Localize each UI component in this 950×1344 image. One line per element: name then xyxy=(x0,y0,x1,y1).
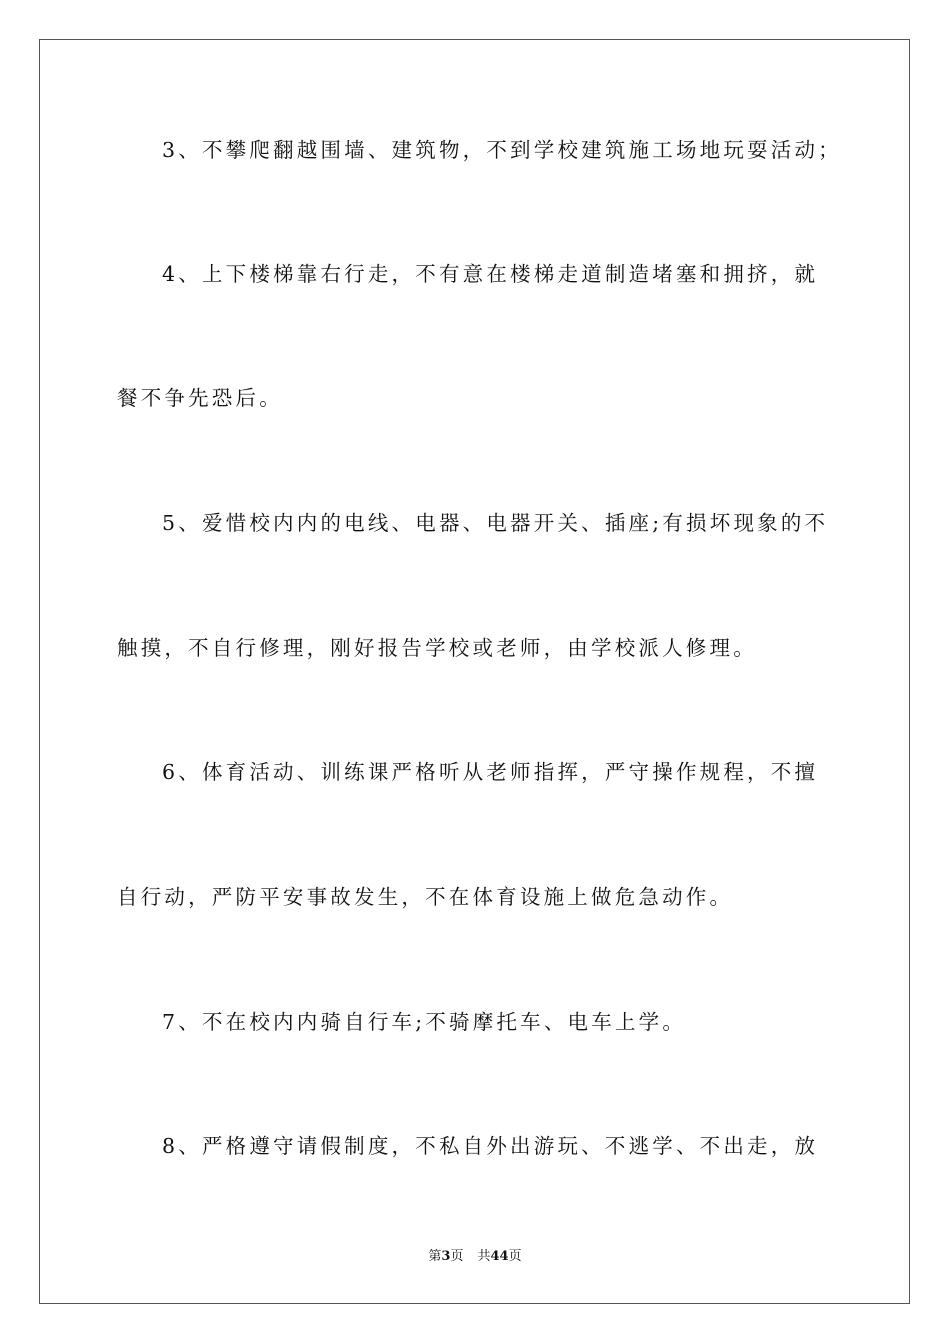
footer-page-suffix: 页 xyxy=(450,1249,464,1264)
paragraph-5-line-1: 5、爱惜校内内的电线、电器、电器开关、插座;有损坏现象的不 xyxy=(162,511,829,535)
paragraph-4-line-1: 4、上下楼梯靠右行走，不有意在楼梯走道制造堵塞和拥挤，就 xyxy=(162,262,819,286)
footer-page-number: 3 xyxy=(441,1249,451,1264)
paragraph-3-line-1: 3、不攀爬翻越围墙、建筑物，不到学校建筑施工场地玩耍活动； xyxy=(162,138,842,162)
paragraph-5-line-2: 触摸，不自行修理，刚好报告学校或老师，由学校派人修理。 xyxy=(117,636,757,660)
footer-total-number: 44 xyxy=(490,1249,509,1264)
footer-page-prefix: 第 xyxy=(428,1249,442,1264)
paragraph-7-line-1: 7、不在校内内骑自行车;不骑摩托车、电车上学。 xyxy=(162,1010,687,1034)
footer-total-suffix: 页 xyxy=(508,1249,522,1264)
page-frame xyxy=(39,39,910,1304)
footer-total-prefix: 共 xyxy=(477,1249,491,1264)
paragraph-4-line-2: 餐不争先恐后。 xyxy=(117,386,283,410)
paragraph-6-line-2: 自行动，严防平安事故发生，不在体育设施上做危急动作。 xyxy=(117,885,734,909)
paragraph-6-line-1: 6、体育活动、训练课严格听从老师指挥，严守操作规程，不擅 xyxy=(162,760,819,784)
paragraph-8-line-1: 8、严格遵守请假制度，不私自外出游玩、不逃学、不出走，放 xyxy=(162,1134,819,1158)
page-footer xyxy=(0,1248,950,1266)
